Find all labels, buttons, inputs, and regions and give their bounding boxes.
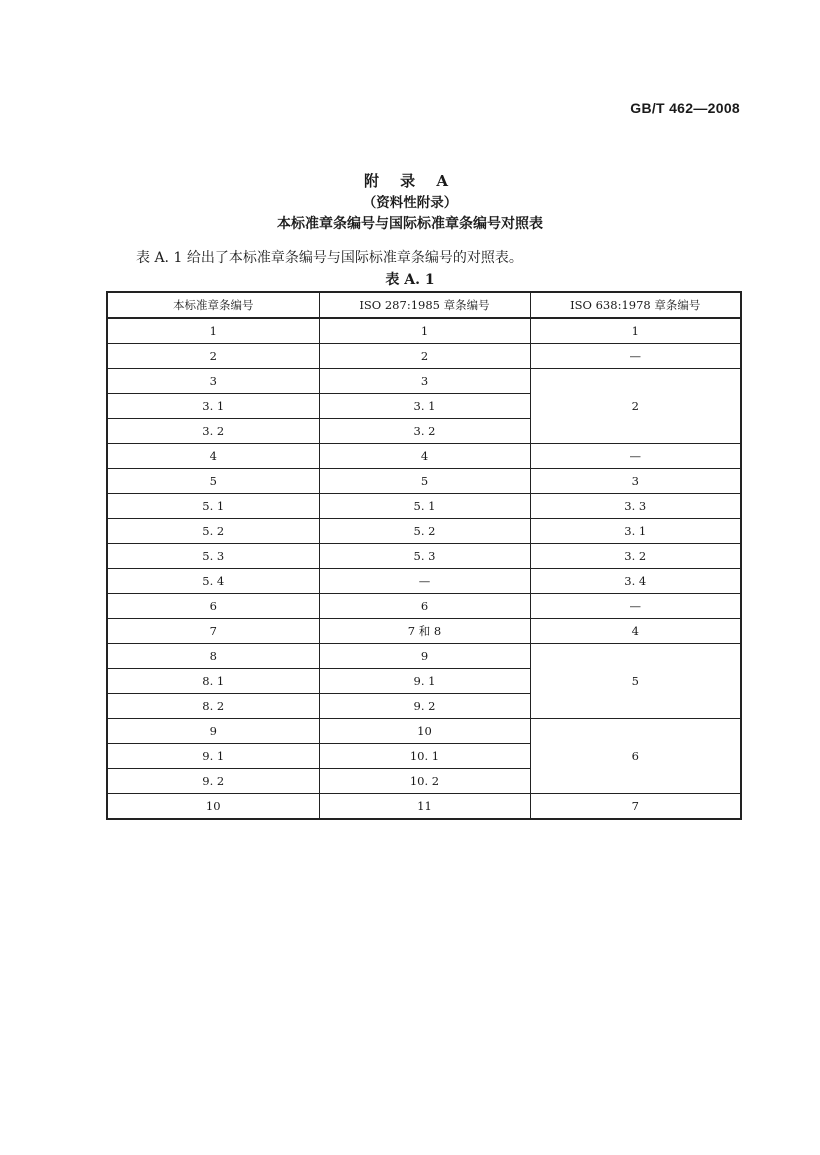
cell-this-standard: 5. 1	[107, 494, 319, 519]
cell-this-standard: 5	[107, 469, 319, 494]
cell-iso-638: 3. 2	[530, 544, 741, 569]
column-header-iso-287: ISO 287:1985 章条编号	[319, 292, 530, 318]
cell-iso-287: 11	[319, 794, 530, 820]
cell-iso-638-merged: 5	[530, 644, 741, 719]
cell-iso-287: 5. 1	[319, 494, 530, 519]
cell-iso-638: —	[530, 344, 741, 369]
cell-iso-287: 9. 1	[319, 669, 530, 694]
cell-iso-638: 3. 3	[530, 494, 741, 519]
cell-this-standard: 1	[107, 318, 319, 344]
cell-iso-638: 7	[530, 794, 741, 820]
cell-iso-638: —	[530, 444, 741, 469]
cell-iso-638: 1	[530, 318, 741, 344]
cell-iso-287: 7 和 8	[319, 619, 530, 644]
table-row	[107, 469, 741, 494]
cell-iso-287: 9. 2	[319, 694, 530, 719]
table-row	[107, 644, 741, 669]
table-row	[107, 594, 741, 619]
table-row	[107, 544, 741, 569]
cell-iso-287: 6	[319, 594, 530, 619]
table-row	[107, 619, 741, 644]
cell-iso-287: 2	[319, 344, 530, 369]
cell-this-standard: 5. 3	[107, 544, 319, 569]
intro-paragraph: 表 A. 1 给出了本标准章条编号与国际标准章条编号的对照表。	[136, 250, 523, 266]
cell-iso-287: 5. 2	[319, 519, 530, 544]
table-row	[107, 794, 741, 820]
cell-iso-638: 3. 1	[530, 519, 741, 544]
table-row	[107, 344, 741, 369]
table-row	[107, 494, 741, 519]
cell-iso-638: —	[530, 594, 741, 619]
clause-mapping-table	[106, 291, 742, 820]
cell-this-standard: 3. 1	[107, 394, 319, 419]
cell-iso-287: 10. 2	[319, 769, 530, 794]
cell-iso-638: 3. 4	[530, 569, 741, 594]
cell-iso-638-merged: 6	[530, 719, 741, 794]
standard-number: GB/T 462—2008	[630, 100, 740, 116]
table-row	[107, 719, 741, 744]
cell-iso-287: 10	[319, 719, 530, 744]
cell-iso-638: 4	[530, 619, 741, 644]
appendix-subject: 本标准章条编号与国际标准章条编号对照表	[277, 216, 543, 232]
table-row	[107, 569, 741, 594]
cell-this-standard: 3. 2	[107, 419, 319, 444]
cell-iso-638: 3	[530, 469, 741, 494]
column-header-this-standard: 本标准章条编号	[107, 292, 319, 318]
cell-this-standard: 9. 1	[107, 744, 319, 769]
cell-this-standard: 8. 2	[107, 694, 319, 719]
table-row	[107, 444, 741, 469]
cell-this-standard: 3	[107, 369, 319, 394]
cell-iso-287: 1	[319, 318, 530, 344]
cell-this-standard: 6	[107, 594, 319, 619]
cell-iso-287: 3	[319, 369, 530, 394]
table-row	[107, 318, 741, 344]
cell-this-standard: 5. 4	[107, 569, 319, 594]
cell-this-standard: 8	[107, 644, 319, 669]
cell-iso-287: 9	[319, 644, 530, 669]
cell-this-standard: 7	[107, 619, 319, 644]
appendix-title: 附 录 A	[363, 172, 457, 190]
table-row	[107, 369, 741, 394]
cell-this-standard: 10	[107, 794, 319, 820]
appendix-type: （资料性附录）	[362, 195, 458, 211]
cell-this-standard: 2	[107, 344, 319, 369]
cell-this-standard: 8. 1	[107, 669, 319, 694]
cell-iso-638-merged: 2	[530, 369, 741, 444]
cell-iso-287: 10. 1	[319, 744, 530, 769]
table-caption: 表 A. 1	[385, 272, 435, 288]
cell-this-standard: 9. 2	[107, 769, 319, 794]
cell-iso-287: 3. 2	[319, 419, 530, 444]
cell-this-standard: 9	[107, 719, 319, 744]
cell-iso-287: 5	[319, 469, 530, 494]
cell-this-standard: 5. 2	[107, 519, 319, 544]
table-row	[107, 519, 741, 544]
table-header-row	[107, 292, 741, 318]
cell-iso-287: —	[319, 569, 530, 594]
cell-iso-287: 5. 3	[319, 544, 530, 569]
column-header-iso-638: ISO 638:1978 章条编号	[530, 292, 741, 318]
cell-iso-287: 3. 1	[319, 394, 530, 419]
cell-iso-287: 4	[319, 444, 530, 469]
cell-this-standard: 4	[107, 444, 319, 469]
